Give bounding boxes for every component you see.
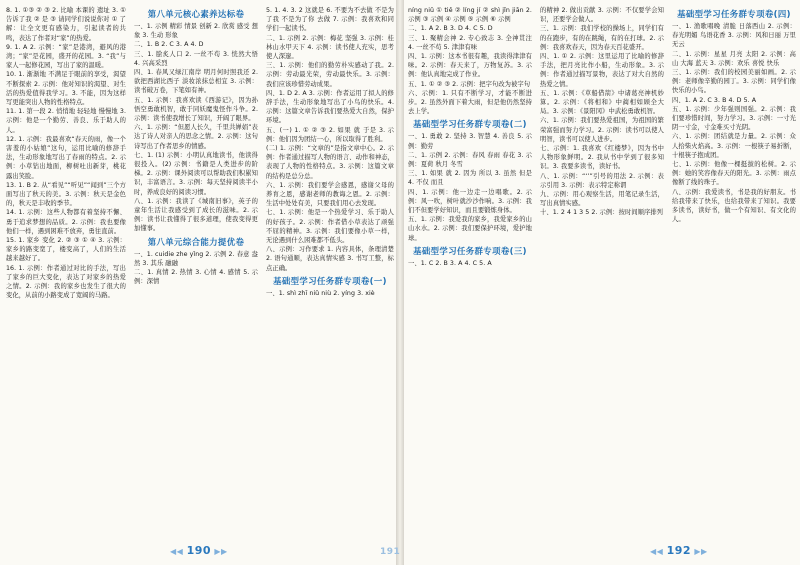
answer-paragraph: 六、1. 示例：团结就是力量。2. 示例：众人拾柴火焰高。3. 示例：一根筷子易折断，十根筷子抱成团。 bbox=[672, 133, 796, 159]
answer-paragraph: 七、1. 示例：他像一棵挺拔的松树。2. 示例：她的笑容像春天的阳光。3. 示例：雨点像断了线的珠子。 bbox=[672, 161, 796, 187]
answer-paragraph: 八、1. 示例：“‘’”引号的用法 2. 示例：表示引用 3. 示例：表示特定称谓 bbox=[540, 172, 664, 189]
answer-paragraph: 六、示例：1. 只有不断学习，才能不断进步。2. 虽然外面下着大雨，但是他仍然坚持去上学。 bbox=[408, 89, 532, 116]
section-title: 基础型学习任务群专项卷(一) bbox=[273, 275, 387, 286]
answer-paragraph: níng niǔ ① tiě ② líng jí ② shì jǐn jiān 2. 示例 ③ 示例 ④ 示例 ⑤ 示例 ⑥ 示例 bbox=[408, 7, 532, 24]
answer-paragraph: 12. 1. 示例：我最喜欢“春天的雨，像一个害羞的小姑娘”这句，运用比喻的修辞手法，生动形象地写出了春雨的特点。2. 示例：小草钻出地面，柳树吐出新芽，桃花露出笑脸。 bbox=[6, 135, 126, 180]
answer-paragraph: 二、1. 真情 2. 热情 3. 心情 4. 感情 5. 示例：深情 bbox=[134, 269, 258, 286]
left-column-1 bbox=[6, 6, 126, 532]
answer-paragraph: 七、1. (1) 示例：小明认真地读书，他读得很投入。(2) 示例：书籍是人类进步的阶梯。2. 示例：课外阅读可以帮助我们积累知识，丰富语言。3. 示例：每天坚持阅读半小时，养成良好的阅读习惯。 bbox=[134, 151, 258, 196]
section-title: 基础型学习任务群专项卷(三) bbox=[413, 245, 527, 256]
answer-paragraph: 四、1. A 2. C 3. B 4. D 5. A bbox=[672, 96, 757, 104]
answer-paragraph: 八、示例：习作要求 1. 内容具体，条理清楚 2. 语句通顺，表达真情实感 3. 书写工整，标点正确。 bbox=[266, 246, 394, 272]
answer-paragraph: 四、1. ① 2. 示例：这里运用了比喻的修辞手法，把月亮比作小船，生动形象。3. 示例：作者通过描写景物，表达了对大自然的热爱之情。 bbox=[540, 53, 664, 88]
answer-paragraph: 一、1. 示例 精彩 情景 创新 2. 欣赏 感受 想象 3. 生动 形象 bbox=[134, 23, 258, 40]
page-arrow-icon: ▶▶ bbox=[211, 547, 228, 556]
page-arrow-icon: ◀◀ bbox=[170, 547, 187, 556]
answer-paragraph: 五、1. 示例：《草船借箭》中诸葛亮神机妙算。2. 示例：《将相和》中蔺相如顾全大局。3. 示例：《景阳冈》中武松勇敢机智。 bbox=[540, 89, 664, 116]
page-number-left bbox=[170, 544, 228, 557]
answer-paragraph: 三、1. 示例：我们的校园美丽如画。2. 示例：老师像辛勤的园丁。3. 示例：同学们像快乐的小鸟。 bbox=[672, 69, 796, 95]
answer-paragraph: 一、1. 勇敢 2. 坚持 3. 智慧 4. 善良 5. 示例：勤劳 bbox=[408, 133, 532, 150]
answer-paragraph: 三、1. 如果 就 2. 因为 所以 3. 虽然 但是 4. 不仅 而且 bbox=[408, 170, 532, 187]
answer-paragraph: 16. 1. 示例：作者通过对比的手法，写出了家乡的巨大变化，表达了对家乡的热爱之情。2. 示例：我的家乡也发生了很大的变化，从前的小路变成了宽阔的马路。 bbox=[6, 264, 126, 300]
left-page bbox=[0, 0, 396, 565]
answer-paragraph: 二、1. B 2. C 3. A 4. D bbox=[134, 41, 204, 49]
answer-paragraph: 八、示例：我爱读书，书是我的好朋友。书给我带来了快乐，也给我带来了知识。我要多读书，读好书，做一个有知识、有文化的人。 bbox=[672, 188, 796, 224]
answer-paragraph: 14. 1. 示例：这些人物都有着坚持不懈、勇于追求梦想的品质。2. 示例：我也要像他们一样，遇到困难不放弃，勇往直前。 bbox=[6, 209, 126, 235]
section-title: 第八单元综合能力提优卷 bbox=[147, 236, 245, 247]
answer-paragraph: (二) 1. 示例：“文章的”是指文章中心。2. 示例：作者通过描写人物的语言、动作和神态，表现了人物的性格特点。3. 示例：这篇文章的结构是总分总。 bbox=[266, 145, 394, 180]
page-number-center bbox=[380, 547, 400, 557]
answer-paragraph: 二、1. 示例 2. 示例：春风 春雨 春花 3. 示例：夏荷 秋月 冬雪 bbox=[408, 151, 532, 169]
answer-paragraph: 13. 1. B 2. 从“看见”“听见”“闻到”三个方面写出了秋天的美。3. 示例：秋天是金色的，秋天是丰收的季节。 bbox=[6, 181, 126, 208]
section-title: 第八单元核心素养达标卷 bbox=[147, 9, 245, 19]
answer-paragraph: 九、示例：用心观察生活，用笔记录生活，写出真情实感。 bbox=[540, 191, 664, 208]
answer-paragraph: 二、1. 示例 2. 示例：梅花 坚强 3. 示例：桂林山水甲天下 4. 示例：读书使人充实，思考使人深邃。 bbox=[266, 34, 394, 61]
page-arrow-icon: ▶▶ bbox=[691, 547, 708, 556]
right-column-3 bbox=[672, 6, 796, 532]
left-column-2 bbox=[134, 6, 258, 532]
answer-paragraph: 八、1. 示例：我读了《城南旧事》，英子的童年生活让我感受到了成长的滋味。2. 示例：读书让我懂得了很多道理，使我变得更加懂事。 bbox=[134, 197, 258, 233]
answer-paragraph: 七、示例：1. 我喜欢《红楼梦》，因为书中人物形象鲜明。2. 我从书中学到了很多知识。3. 我要多读书，读好书。 bbox=[540, 145, 664, 171]
answer-paragraph: 一、1. 渔歌唱晚 清脆 日落西山 2. 示例：春光明媚 鸟语花香 3. 示例：风和日丽 万里无云 bbox=[672, 23, 796, 49]
page-number: 190 bbox=[186, 544, 212, 557]
page-number-right bbox=[650, 544, 708, 557]
answer-paragraph: 六、1. 示例：我们要热爱祖国，为祖国的繁荣富强而努力学习。2. 示例：读书可以使人明智，读书可以使人进步。 bbox=[540, 117, 664, 143]
answer-paragraph: 五、1. 示例：我爱我的家乡，我爱家乡的山山水水。2. 示例：我们要保护环境，爱护地球。 bbox=[408, 216, 532, 242]
answer-paragraph: 四、1. 示例：这本书很有趣，我读得津津有味。2. 示例：春天来了，万物复苏。3. 示例：他认真地完成了作业。 bbox=[408, 53, 532, 79]
page-arrow-icon: ◀◀ bbox=[650, 547, 667, 556]
right-column-2 bbox=[540, 6, 664, 532]
answer-paragraph: 三、1. 聚精会神 2. 专心致志 3. 全神贯注 4. 一丝不苟 5. 津津有味 bbox=[408, 34, 532, 51]
answer-paragraph: 五、1. 示例：我喜欢读《西游记》，因为孙悟空勇敢机智，敢于同妖魔鬼怪作斗争。2. 示例：读书使我增长了知识，开阔了眼界。 bbox=[134, 96, 258, 123]
answer-paragraph: 五、1. ① ② ③ 2. 示例：把字句改为被字句 bbox=[408, 80, 531, 88]
answer-paragraph: 六、1. 示例：我们要学会感恩，感谢父母的养育之恩，感谢老师的教诲之恩。2. 示例：生活中处处有美，只要我们用心去发现。 bbox=[266, 181, 394, 208]
answer-paragraph: 四、1. 示例：他一边走一边唱歌。2. 示例：风一吹，树叶就沙沙作响。3. 示例：我们不但要学好知识，而且要锻炼身体。 bbox=[408, 188, 532, 215]
answer-paragraph: 四、1. D 2. A 3. 示例：作者运用了拟人的修辞手法，生动形象地写出了小鸟的快乐。4. 示例：这篇文章告诉我们要热爱大自然，保护环境。 bbox=[266, 89, 394, 125]
right-column-1 bbox=[408, 6, 532, 532]
answer-paragraph: 五、(一) 1. ① ② ③ 2. 如果 就 于是 3. 示例：他们因为团结一心，所以取得了胜利。 bbox=[266, 126, 394, 143]
answer-paragraph: 四、1. 春风又绿江南岸 明月何时照我还 2. 欲把西湖比西子 淡妆浓抹总相宜 3. 示例：读书破万卷，下笔如有神。 bbox=[134, 69, 258, 95]
answer-paragraph: 六、1. 示例：“但愿人长久，千里共婵娟”表达了诗人对亲人的思念之情。2. 示例：这句诗写出了作者思乡的情感。 bbox=[134, 124, 258, 150]
answer-paragraph: 一、1. cuidie zhe yǐng 2. 示例 2. 春意 盎然 3. 其乐 融融 bbox=[134, 250, 258, 267]
answer-paragraph: 8. 1. ①③ ② ③ 2. 比喻 本课的 遗址 3. ①告诉了我 ② 是 ③ 请同学们说说你对 ① 了解：让全文更有感染力，引起读者的共鸣，表达了作者对“家”的热爱。 bbox=[6, 7, 126, 42]
answer-paragraph: 三、1. 脍炙人口 2. 一丝不苟 3. 恍然大悟 4. 兴高采烈 bbox=[134, 50, 258, 67]
answer-paragraph: 9. 1. A 2. 示例：“家”是港湾，避风的港湾；“家”是花园，盛开的花园。3. “我”与家人一起修花园，写出了家的温暖。 bbox=[6, 43, 126, 70]
answer-paragraph: 七、1. 示例：他是一个热爱学习、乐于助人的好孩子。2. 示例：作者借小草表达了顽强不屈的精神。3. 示例：我们要像小草一样，无论遇到什么困难都不低头。 bbox=[266, 209, 394, 245]
answer-paragraph: 一、1. shì zhī niǔ niù 2. yíng 3. xiè bbox=[266, 289, 375, 297]
page-number: 191 bbox=[380, 547, 401, 557]
answer-paragraph: 5. 1. 4. 3. 2 这就是 6. 不要为不去做 不是为了我 不是为了你 去做 7. 示例：我喜欢和同学们一起读书。 bbox=[266, 7, 394, 33]
answer-paragraph: 10. 1. 渐渐地 不满足于眼前的享受，渴望不断探索 2. 示例：他对知识的渴望、对生活的热爱值得我学习。3. 不能，因为这样写更能突出人物的性格特点。 bbox=[6, 71, 126, 107]
answer-paragraph: 三、1. 示例：他们的勤劳朴实感动了我。2. 示例：劳动最光荣，劳动最快乐。3. 示例：我们应该珍惜劳动成果。 bbox=[266, 62, 394, 88]
answer-paragraph: 三、1. 示例：我们学校的操场上，同学们有的在跑步，有的在跳绳，有的在打球。2. 示例：我喜欢春天，因为春天百花盛开。 bbox=[540, 25, 664, 51]
page-number: 192 bbox=[666, 544, 692, 557]
answer-paragraph: 的精神 2. 做出贡献 3. 示例：不仅要学会知识，还要学会做人。 bbox=[540, 7, 664, 24]
left-column-3 bbox=[266, 6, 394, 532]
answer-paragraph: 11. 1. 第一段 2. 悄悄地 轻轻地 慢慢地 3. 示例：他是一个勤劳、善良、乐于助人的人。 bbox=[6, 108, 126, 134]
section-title: 基础型学习任务群专项卷(二) bbox=[413, 119, 527, 130]
answer-paragraph: 十、1. 2 4 1 3 5 2. 示例：按时间顺序排列 bbox=[540, 209, 664, 217]
book-gutter bbox=[396, 0, 404, 565]
answer-paragraph: 二、1. 示例：星星 月亮 太阳 2. 示例：高山 大海 蓝天 3. 示例：欢乐 喜悦 快乐 bbox=[672, 50, 796, 67]
section-title: 基础型学习任务群专项卷(四) bbox=[677, 9, 791, 19]
answer-paragraph: 二、1. A 2. B 3. D 4. C 5. D bbox=[408, 25, 493, 33]
answer-paragraph: 一、1. C 2. B 3. A 4. C 5. A bbox=[408, 259, 492, 267]
answer-paragraph: 15. 1. 家乡 变化 2. ② ③ ① ④ 3. 示例：家乡的路变宽了，楼变高了，人们的生活越来越好了。 bbox=[6, 237, 126, 263]
answer-paragraph: 五、1. 示例：少年强则国强。2. 示例：我们要珍惜时间，努力学习。3. 示例：一寸光阴一寸金，寸金难买寸光阴。 bbox=[672, 105, 796, 132]
